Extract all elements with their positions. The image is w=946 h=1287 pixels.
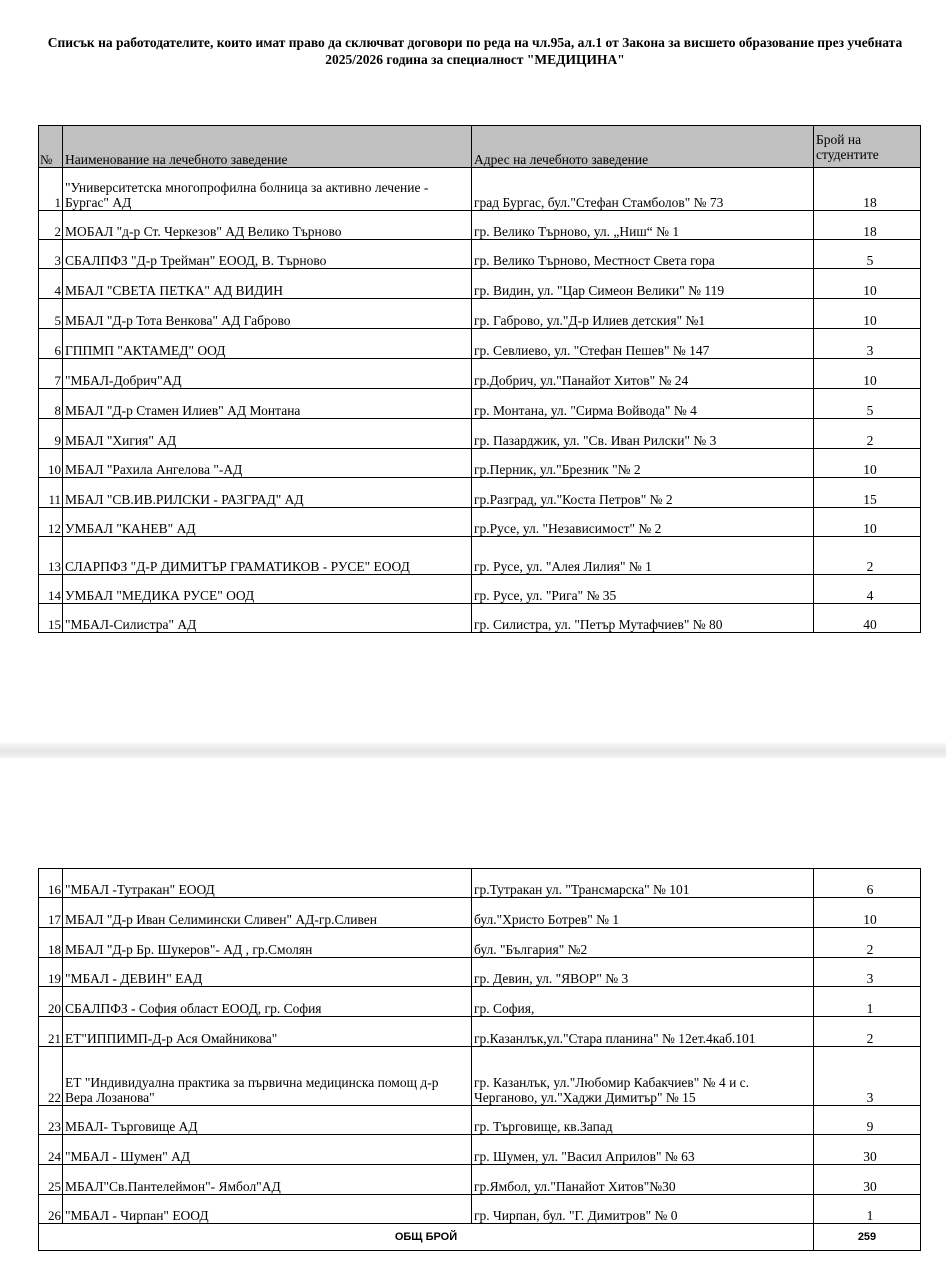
facility-name: УМБАЛ "МЕДИКА РУСЕ" ООД (63, 575, 472, 604)
row-number: 8 (39, 389, 63, 419)
row-number: 12 (39, 508, 63, 537)
row-number: 14 (39, 575, 63, 604)
employers-table-page-1 (38, 125, 921, 633)
facility-name: МБАЛ "Хигия" АД (63, 419, 472, 449)
total-row (39, 1224, 921, 1251)
facility-address: бул."Христо Ботрев" № 1 (472, 898, 814, 928)
facility-address: гр. Видин, ул. "Цар Симеон Велики" № 119 (472, 269, 814, 299)
table-row (39, 168, 921, 211)
table-row (39, 958, 921, 987)
student-count-value: 18 (863, 224, 877, 239)
student-count-value: 2 (866, 433, 874, 448)
table-row (39, 869, 921, 898)
table-row (39, 449, 921, 478)
row-number: 2 (39, 211, 63, 240)
facility-name: МБАЛ "СВЕТА ПЕТКА" АД ВИДИН (63, 269, 472, 299)
row-number: 18 (39, 928, 63, 958)
facility-name: МБАЛ"Св.Пантелеймон"- Ямбол"АД (63, 1165, 472, 1195)
student-count-value: 1 (866, 1208, 874, 1223)
facility-name: МБАЛ "Д-р Тота Венкова" АД Габрово (63, 299, 472, 329)
table-row (39, 269, 921, 299)
facility-address: гр.Русе, ул. "Независимост" № 2 (472, 508, 814, 537)
row-number: 10 (39, 449, 63, 478)
table-row (39, 389, 921, 419)
facility-address: гр.Тутракан ул. "Трансмарска" № 101 (472, 869, 814, 898)
facility-name: МБАЛ "Рахила Ангелова "-АД (63, 449, 472, 478)
employers-table-page-2 (38, 868, 921, 1251)
student-count-value: 3 (866, 971, 874, 986)
student-count (814, 869, 921, 898)
facility-address: гр. Велико Търново, Местност Света гора (472, 240, 814, 269)
facility-name: МБАЛ "Д-р Иван Селимински Сливен" АД-гр.Сливен (63, 898, 472, 928)
facility-name: "МБАЛ -Тутракан" ЕООД (63, 869, 472, 898)
student-count (814, 359, 921, 389)
student-count (814, 1106, 921, 1135)
table-row (39, 508, 921, 537)
facility-name: "МБАЛ - ДЕВИН" ЕАД (63, 958, 472, 987)
student-count-value: 5 (866, 253, 874, 268)
row-number: 3 (39, 240, 63, 269)
student-count-value: 10 (863, 521, 877, 536)
facility-name: МОБАЛ "д-р Ст. Черкезов" АД Велико Търново (63, 211, 472, 240)
facility-name: ЕТ"ИППИМП-Д-р Ася Омайникова" (63, 1017, 472, 1047)
facility-address: гр. Чирпан, бул. "Г. Димитров" № 0 (472, 1195, 814, 1224)
student-count (814, 604, 921, 633)
student-count (814, 1017, 921, 1047)
facility-name: МБАЛ "Д-р Стамен Илиев" АД Монтана (63, 389, 472, 419)
facility-address: гр. Русе, ул. "Алея Лилия" № 1 (472, 537, 814, 575)
row-number: 25 (39, 1165, 63, 1195)
student-count (814, 419, 921, 449)
student-count-value: 6 (866, 882, 874, 897)
row-number: 11 (39, 478, 63, 508)
table-row (39, 1195, 921, 1224)
student-count-value: 3 (866, 343, 874, 358)
page-break-separator (0, 741, 946, 758)
facility-address: гр. Пазарджик, ул. "Св. Иван Рилски" № 3 (472, 419, 814, 449)
row-number: 4 (39, 269, 63, 299)
row-number: 20 (39, 987, 63, 1017)
table-row (39, 419, 921, 449)
facility-address: гр.Добрич, ул."Панайот Хитов" № 24 (472, 359, 814, 389)
facility-name: СБАЛПФЗ "Д-р Трейман" ЕООД, В. Търново (63, 240, 472, 269)
student-count-value: 18 (863, 195, 877, 210)
row-number: 21 (39, 1017, 63, 1047)
facility-address: бул. "България" №2 (472, 928, 814, 958)
row-number: 1 (39, 168, 63, 211)
student-count-value: 1 (866, 1001, 874, 1016)
student-count-value: 40 (863, 617, 877, 632)
table-row (39, 987, 921, 1017)
student-count (814, 211, 921, 240)
table-row (39, 478, 921, 508)
student-count (814, 508, 921, 537)
student-count (814, 928, 921, 958)
student-count-value: 10 (863, 313, 877, 328)
facility-name: "Университетска многопрофилна болница за активно лечение - Бургас" АД (63, 168, 472, 211)
facility-name: "МБАЛ-Силистра" АД (63, 604, 472, 633)
student-count-value: 2 (866, 1031, 874, 1046)
row-number: 15 (39, 604, 63, 633)
facility-address: гр. Силистра, ул. "Петър Мутафчиев" № 80 (472, 604, 814, 633)
facility-address: гр. Монтана, ул. "Сирма Войвода" № 4 (472, 389, 814, 419)
student-count-value: 10 (863, 462, 877, 477)
student-count (814, 1135, 921, 1165)
table-row (39, 211, 921, 240)
document-title: Списък на работодателите, които имат право да сключват договори по реда на чл.95а, ал.1 от Закона за висшето образование през учебната 2025/2026 година за специалност "МЕДИЦИНА" (47, 35, 903, 67)
table-row (39, 359, 921, 389)
header-name: Наименование на лечебното заведение (63, 126, 472, 168)
facility-address: гр.Разград, ул."Коста Петров" № 2 (472, 478, 814, 508)
row-number: 9 (39, 419, 63, 449)
facility-name: ГППМП "АКТАМЕД" ООД (63, 329, 472, 359)
student-count (814, 329, 921, 359)
table-row (39, 537, 921, 575)
facility-name: МБАЛ- Търговище АД (63, 1106, 472, 1135)
facility-name: СБАЛПФЗ - София област ЕООД, гр. София (63, 987, 472, 1017)
student-count (814, 1195, 921, 1224)
facility-address: гр. Велико Търново, ул. „Ниш“ № 1 (472, 211, 814, 240)
student-count-value: 2 (866, 942, 874, 957)
total-count: 259 (814, 1224, 921, 1251)
row-number: 19 (39, 958, 63, 987)
student-count-value: 30 (863, 1149, 877, 1164)
student-count (814, 987, 921, 1017)
student-count-value: 9 (866, 1119, 874, 1134)
student-count (814, 389, 921, 419)
facility-name: "МБАЛ - Чирпан" ЕООД (63, 1195, 472, 1224)
facility-name: "МБАЛ - Шумен" АД (63, 1135, 472, 1165)
student-count (814, 537, 921, 575)
facility-address: гр. Севлиево, ул. "Стефан Пешев" № 147 (472, 329, 814, 359)
table-row (39, 1135, 921, 1165)
facility-address: гр.Перник, ул."Брезник "№ 2 (472, 449, 814, 478)
row-number: 6 (39, 329, 63, 359)
student-count-value: 10 (863, 912, 877, 927)
student-count (814, 575, 921, 604)
student-count-value: 2 (866, 559, 874, 574)
student-count-value: 30 (863, 1179, 877, 1194)
row-number: 22 (39, 1047, 63, 1106)
facility-name: МБАЛ "Д-р Бр. Шукеров"- АД , гр.Смолян (63, 928, 472, 958)
facility-address: гр. София, (472, 987, 814, 1017)
student-count-value: 3 (866, 1090, 874, 1105)
table-row (39, 604, 921, 633)
table-row (39, 928, 921, 958)
student-count-value: 5 (866, 403, 874, 418)
table-row (39, 898, 921, 928)
row-number: 17 (39, 898, 63, 928)
student-count-value: 4 (866, 588, 874, 603)
facility-name: УМБАЛ "КАНЕВ" АД (63, 508, 472, 537)
student-count (814, 1165, 921, 1195)
table-row (39, 1165, 921, 1195)
table-row (39, 1047, 921, 1106)
facility-name: ЕТ "Индивидуална практика за първична медицинска помощ д-р Вера Лозанова" (63, 1047, 472, 1106)
row-number: 24 (39, 1135, 63, 1165)
facility-name: "МБАЛ-Добрич"АД (63, 359, 472, 389)
facility-address: гр. Казанлък, ул."Любомир Кабакчиев" № 4 и с. Черганово, ул."Хаджи Димитър" № 15 (472, 1047, 814, 1106)
facility-address: гр. Русе, ул. "Рига" № 35 (472, 575, 814, 604)
row-number: 16 (39, 869, 63, 898)
table-row (39, 240, 921, 269)
facility-address: град Бургас, бул."Стефан Стамболов" № 73 (472, 168, 814, 211)
student-count (814, 958, 921, 987)
header-address: Адрес на лечебното заведение (472, 126, 814, 168)
row-number: 23 (39, 1106, 63, 1135)
student-count-value: 10 (863, 283, 877, 298)
student-count (814, 299, 921, 329)
student-count-value: 10 (863, 373, 877, 388)
row-number: 26 (39, 1195, 63, 1224)
facility-address: гр. Шумен, ул. "Васил Априлов" № 63 (472, 1135, 814, 1165)
student-count (814, 240, 921, 269)
facility-address: гр.Казанлък,ул."Стара планина" № 12ет.4каб.101 (472, 1017, 814, 1047)
row-number: 5 (39, 299, 63, 329)
facility-address: гр. Девин, ул. "ЯВОР" № 3 (472, 958, 814, 987)
table-row (39, 1017, 921, 1047)
table-row (39, 575, 921, 604)
facility-address: гр.Ямбол, ул."Панайот Хитов"№30 (472, 1165, 814, 1195)
facility-name: МБАЛ "СВ.ИВ.РИЛСКИ - РАЗГРАД" АД (63, 478, 472, 508)
student-count (814, 269, 921, 299)
student-count (814, 898, 921, 928)
student-count (814, 168, 921, 211)
facility-address: гр. Габрово, ул."Д-р Илиев детския" №1 (472, 299, 814, 329)
student-count (814, 1047, 921, 1106)
student-count-value: 15 (863, 492, 877, 507)
table-row (39, 329, 921, 359)
facility-name: СЛАРПФЗ "Д-Р ДИМИТЪР ГРАМАТИКОВ - РУСЕ" ЕООД (63, 537, 472, 575)
header-no: № (39, 126, 63, 168)
row-number: 13 (39, 537, 63, 575)
student-count (814, 478, 921, 508)
table-header-row (39, 126, 921, 168)
facility-address: гр. Търговище, кв.Запад (472, 1106, 814, 1135)
table-row (39, 299, 921, 329)
row-number: 7 (39, 359, 63, 389)
header-count: Брой на студентите (814, 126, 921, 168)
total-label: ОБЩ БРОЙ (39, 1224, 814, 1251)
student-count (814, 449, 921, 478)
table-row (39, 1106, 921, 1135)
